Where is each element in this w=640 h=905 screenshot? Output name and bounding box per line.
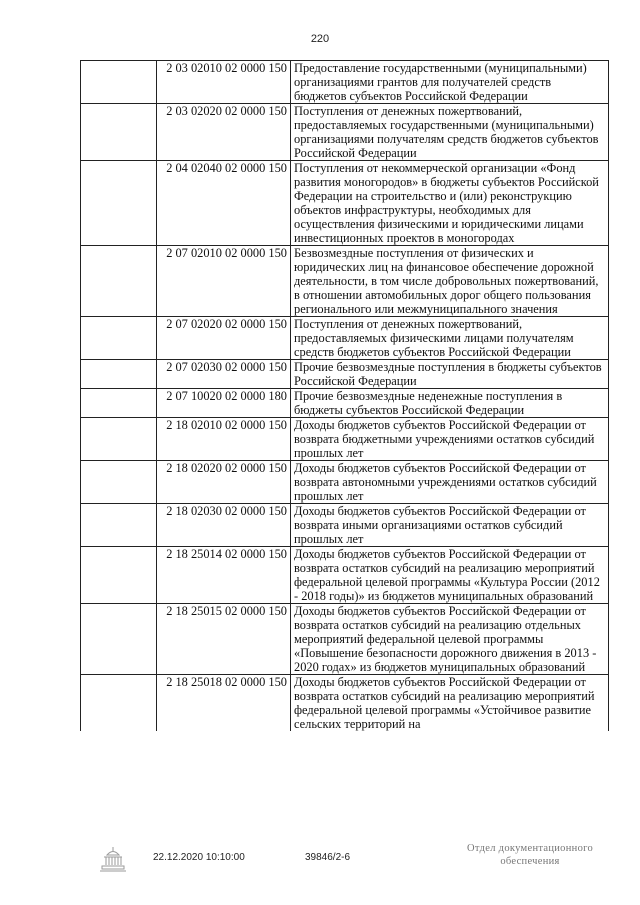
income-description-cell: Доходы бюджетов субъектов Российской Федерации от возврата бюджетными учреждениями остатков субсидий прошлых лет — [291, 418, 609, 461]
table-row — [81, 104, 609, 161]
income-description-cell: Доходы бюджетов субъектов Российской Федерации от возврата иными организациями остатков субсидий прошлых лет — [291, 504, 609, 547]
stamp-line-1: Отдел документационного — [466, 843, 594, 854]
income-description-cell: Поступления от денежных пожертвований, предоставляемых физическими лицами получателям средств бюджетов субъектов Российской Федерации — [291, 317, 609, 360]
table-row — [81, 675, 609, 732]
income-description-cell: Предоставление государственными (муниципальными) организациями грантов для получателей средств бюджетов субъектов Российской Федерации — [291, 61, 609, 104]
row-empty-cell — [81, 547, 157, 604]
row-empty-cell — [81, 104, 157, 161]
income-code-cell: 2 07 10020 02 0000 180 — [157, 389, 291, 418]
footer-datetime: 22.12.2020 10:10:00 — [153, 852, 245, 863]
row-empty-cell — [81, 389, 157, 418]
income-code-cell: 2 18 02010 02 0000 150 — [157, 418, 291, 461]
row-empty-cell — [81, 461, 157, 504]
table-row — [81, 317, 609, 360]
row-empty-cell — [81, 418, 157, 461]
income-code-cell: 2 18 25018 02 0000 150 — [157, 675, 291, 732]
income-code-cell: 2 18 25015 02 0000 150 — [157, 604, 291, 675]
income-description-cell: Доходы бюджетов субъектов Российской Федерации от возврата остатков субсидий на реализацию отдельных мероприятий федеральной целевой программы «Повышение безопасности дорожного движения в 2013 - 2020 годах» из бюджетов муниципальных образований — [291, 604, 609, 675]
income-description-cell: Прочие безвозмездные неденежные поступления в бюджеты субъектов Российской Федерации — [291, 389, 609, 418]
income-code-cell: 2 04 02040 02 0000 150 — [157, 161, 291, 246]
income-code-cell: 2 18 02030 02 0000 150 — [157, 504, 291, 547]
row-empty-cell — [81, 675, 157, 732]
income-description-cell: Доходы бюджетов субъектов Российской Федерации от возврата остатков субсидий на реализацию мероприятий федеральной целевой программы «Культура России (2012 - 2018 годы)» из бюджетов муниципальных образований — [291, 547, 609, 604]
table-row — [81, 461, 609, 504]
table-row — [81, 418, 609, 461]
income-description-cell: Доходы бюджетов субъектов Российской Федерации от возврата автономными учреждениями остатков субсидий прошлых лет — [291, 461, 609, 504]
row-empty-cell — [81, 604, 157, 675]
page-number: 220 — [310, 33, 330, 45]
row-empty-cell — [81, 161, 157, 246]
table-row — [81, 360, 609, 389]
income-code-cell: 2 18 02020 02 0000 150 — [157, 461, 291, 504]
table-row — [81, 547, 609, 604]
table-row — [81, 246, 609, 317]
income-code-cell: 2 07 02030 02 0000 150 — [157, 360, 291, 389]
income-code-cell: 2 03 02020 02 0000 150 — [157, 104, 291, 161]
income-description-cell: Доходы бюджетов субъектов Российской Федерации от возврата остатков субсидий на реализацию мероприятий федеральной целевой программы «Устойчивое развитие сельских территорий на — [291, 675, 609, 732]
row-empty-cell — [81, 317, 157, 360]
table-row — [81, 161, 609, 246]
row-empty-cell — [81, 360, 157, 389]
income-code-cell: 2 07 02020 02 0000 150 — [157, 317, 291, 360]
income-code-cell: 2 03 02010 02 0000 150 — [157, 61, 291, 104]
stamp-line-2: обеспечения — [500, 856, 560, 867]
income-description-cell: Прочие безвозмездные поступления в бюджеты субъектов Российской Федерации — [291, 360, 609, 389]
table-row — [81, 604, 609, 675]
income-description-cell: Поступления от некоммерческой организации «Фонд развития моногородов» в бюджеты субъектов Российской Федерации на строительство и (или) реконструкцию объектов инфраструктуры, необходимых для осуществления физическими и юридическими лицами инвестиционных проектов в моногородах — [291, 161, 609, 246]
income-description-cell: Поступления от денежных пожертвований, предоставляемых государственными (муниципальными) организациями получателям средств бюджетов субъектов Российской Федерации — [291, 104, 609, 161]
table-row — [81, 61, 609, 104]
income-codes-table — [80, 60, 609, 731]
row-empty-cell — [81, 246, 157, 317]
table-row — [81, 504, 609, 547]
row-empty-cell — [81, 61, 157, 104]
income-description-cell: Безвозмездные поступления от физических и юридических лиц на финансовое обеспечение дорожной деятельности, в том числе добровольных пожертвований, в отношении автомобильных дорог общего пользования регионального или межмуниципального значения — [291, 246, 609, 317]
footer-doc-number: 39846/2-6 — [305, 852, 351, 863]
duma-emblem-icon — [99, 845, 127, 875]
department-stamp — [450, 842, 610, 868]
income-code-cell: 2 18 25014 02 0000 150 — [157, 547, 291, 604]
row-empty-cell — [81, 504, 157, 547]
table-row — [81, 389, 609, 418]
income-code-cell: 2 07 02010 02 0000 150 — [157, 246, 291, 317]
